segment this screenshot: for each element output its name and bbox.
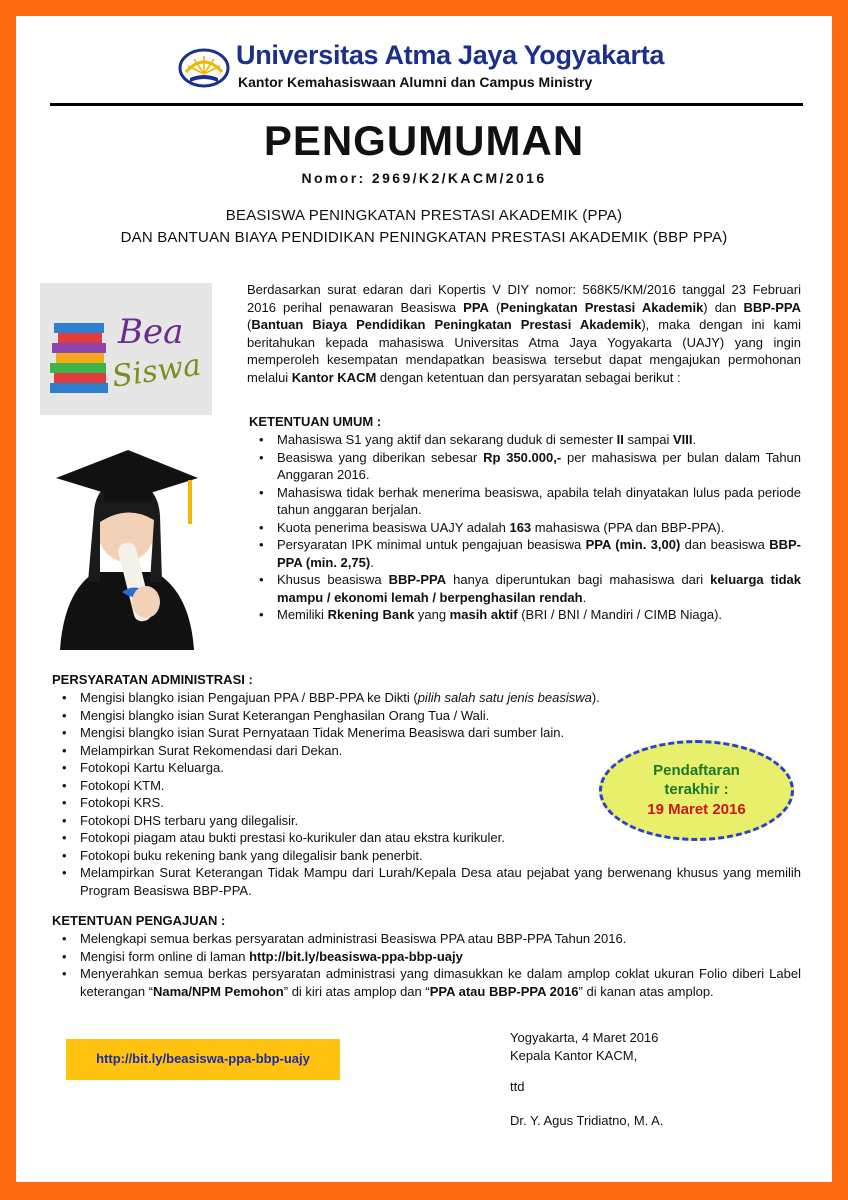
text-run: Kantor KACM [291,369,377,385]
text-run: Mahasiswa S1 yang aktif dan sekarang duduk di semester [277,432,617,447]
text-run: ” di kanan atas amplop. [578,983,714,999]
list-item [249,519,801,537]
text-run: II [616,432,624,447]
orange-frame-top [0,0,848,16]
bullet-icon: • [62,707,67,723]
text-run: Menyerahkan semua berkas persyaratan administrasi yang dimasukkan ke dalam amplop coklat ukuran Folio diberi Label keterangan “ [80,966,801,999]
list-item [249,484,801,519]
text-run: PPA (min. 3,00) [585,537,681,552]
ketentuan-umum-title: KETENTUAN UMUM : [249,414,382,429]
university-name: Universitas Atma Jaya Yogyakarta [236,40,665,70]
subtitle-line-1: BEASISWA PENINGKATAN PRESTASI AKADEMIK (PPA) [225,207,623,224]
text-run: Peningkatan Prestasi Akademik [500,299,704,315]
list-item [52,689,801,707]
text-run: Fotokopi KRS. [80,795,164,810]
list-item [52,965,801,1000]
list-item [249,536,801,571]
signature-position: Kepala Kantor KACM, [510,1048,638,1063]
list-item [52,948,801,966]
subtitle-line-2: DAN BANTUAN BIAYA PENDIDIKAN PENINGKATAN PRESTASI AKADEMIK (BBP PPA) [120,229,728,246]
text-run: 163 [509,519,532,535]
text-run: Kuota penerima beasiswa UAJY adalah [277,519,510,535]
list-item [249,606,801,624]
deadline-label-1: Pendaftaran [653,762,740,779]
registration-link[interactable]: http://bit.ly/beasiswa-ppa-bbp-uajy [96,1051,310,1066]
page-title: PENGUMUMAN [263,117,585,164]
text-run: Beasiswa yang diberikan sebesar [277,449,484,465]
text-run: ” di kiri atas amplop dan “ [283,983,430,999]
text-run: . [370,554,374,570]
bullet-icon: • [62,931,67,946]
text-run: Persyaratan IPK minimal untuk pengajuan beasiswa [277,537,586,552]
ketentuan-pengajuan-list [52,930,801,1000]
text-run: Nama/NPM Pemohon [153,983,284,999]
bullet-icon: • [62,865,67,880]
text-run: PPA [463,299,489,315]
text-run: Rkening Bank [327,607,415,622]
ketentuan-umum-list [249,431,801,624]
bullet-icon: • [62,812,67,828]
university-logo-icon [178,44,230,88]
bullet-icon: • [62,777,67,793]
bullet-icon: • [62,795,67,810]
text-run: BBP-PPA (min. 2,75) [277,537,801,570]
text-run: Melampirkan Surat Rekomendasi dari Dekan. [80,742,343,758]
graduate-student-image [50,432,200,650]
list-item [52,847,801,865]
text-run: VIII [673,432,693,447]
text-run: . [692,432,697,447]
text-run: Memiliki [277,607,328,622]
bullet-icon: • [62,948,67,964]
text-run: . [582,589,587,605]
text-run: ) dan [703,299,744,315]
text-run: Fotokopi piagam atau bukti prestasi ko-kurikuler dan atau ekstra kurikuler. [80,830,505,845]
bullet-icon: • [259,449,264,465]
text-run: Bantuan Biaya Pendidikan Peningkatan Prestasi Akademik [251,317,642,332]
bullet-icon: • [259,572,264,587]
text-run: dan beasiswa [680,537,770,552]
text-run: yang [414,607,450,622]
text-run: Mengisi blangko isian Surat Keterangan Penghasilan Orang Tua / Wali. [80,707,490,723]
text-run: Mengisi blangko isian Surat Pernyataan Tidak Menerima Beasiswa dari sumber lain. [80,725,565,740]
text-run: mahasiswa (PPA dan BBP-PPA). [531,519,725,535]
list-item [249,449,801,484]
text-run: Fotokopi KTM. [80,777,165,793]
text-run: hanya diperuntukan bagi mahasiswa dari [446,572,711,587]
text-run: BBP-PPA [743,299,801,315]
text-run: Mahasiswa tidak berhak menerima beasiswa, apabila telah dinyatakan lulus pada periode tahun anggaran berjalan. [277,484,801,517]
persyaratan-administrasi-title: PERSYARATAN ADMINISTRASI : [52,672,253,687]
document-number: Nomor: 2969/K2/KACM/2016 [301,170,547,186]
text-run: Fotokopi buku rekening bank yang dilegalisir bank penerbit. [80,847,423,863]
text-run: dengan ketentuan dan persyaratan sebagai berikut : [376,369,681,385]
text-run: ), maka dengan ini kami beritahukan kepada mahasiswa Universitas Atma Jaya Yogyakarta (UAJY) yang ingin memperoleh kesempatan mendapatkan beasiswa tersebut dapat mengajukan permohonan melalui [247,317,802,385]
text-run: Melengkapi semua berkas persyaratan administrasi Beasiswa PPA atau BBP-PPA Tahun 2016. [80,931,627,946]
signature-name: Dr. Y. Agus Tridiatno, M. A. [510,1113,664,1128]
intro-paragraph [247,281,801,386]
text-run: per mahasiswa per bulan dalam Tahun Anggaran 2016. [277,449,802,482]
list-item [52,707,801,725]
bullet-icon: • [259,607,264,622]
bullet-icon: • [62,966,67,981]
bullet-icon: • [62,830,67,845]
bea-text: Bea [118,312,184,352]
ketentuan-pengajuan-title: KETENTUAN PENGAJUAN : [52,913,226,928]
text-run: Mengisi form online di laman [80,948,250,964]
text-run: BBP-PPA [388,572,447,587]
bullet-icon: • [62,690,67,705]
text-run: Rp 350.000,- [483,449,562,465]
bullet-icon: • [62,847,67,863]
text-run: sampai [623,432,674,447]
list-item [52,724,801,742]
text-run: pilih salah satu jenis beasiswa [417,690,592,705]
link-box[interactable] [66,1039,340,1080]
office-name: Kantor Kemahasiswaan Alumni dan Campus Ministry [238,74,593,90]
bullet-icon: • [259,432,264,447]
list-item [249,431,801,449]
bullet-icon: • [62,725,67,740]
deadline-label-2: terakhir : [664,781,729,798]
bullet-icon: • [259,519,264,535]
list-item [249,571,801,606]
list-item [52,864,801,899]
header-divider [50,103,803,106]
beasiswa-books-image [40,283,212,415]
siswa-text: Siswa [109,347,204,395]
text-run: ( [488,299,501,315]
text-run: PPA atau BBP-PPA 2016 [429,983,579,999]
signature-place-date: Yogyakarta, 4 Maret 2016 [510,1030,659,1045]
text-run: (BRI / BNI / Mandiri / CIMB Niaga). [517,607,723,622]
bullet-icon: • [62,760,67,775]
text-run: ( [247,317,252,332]
bullet-icon: • [259,537,264,552]
bullet-icon: • [62,742,67,758]
text-run: Mengisi blangko isian Pengajuan PPA / BBP-PPA ke Dikti ( [80,690,418,705]
list-item [52,930,801,948]
text-run: masih aktif [449,607,518,622]
deadline-date: 19 Maret 2016 [647,801,746,818]
text-run: Khusus beasiswa [277,572,389,587]
bullet-icon: • [259,484,264,500]
text-run: keluarga tidak mampu / ekonomi lemah / berpenghasilan rendah [277,572,801,605]
signature-ttd: ttd [510,1079,525,1094]
text-run: Fotokopi Kartu Keluarga. [80,760,224,775]
text-run: Fotokopi DHS terbaru yang dilegalisir. [80,812,299,828]
orange-frame-bottom [0,1182,848,1200]
text-run: ). [591,690,600,705]
text-run: Melampirkan Surat Keterangan Tidak Mampu dari Lurah/Kepala Desa atau pejabat yang berwenang khusus yang memilih Program Beasiswa BBP-PPA. [80,865,801,898]
text-run: http://bit.ly/beasiswa-ppa-bbp-uajy [249,948,463,964]
text-run: Berdasarkan surat edaran dari Kopertis V DIY nomor: 568K5/KM/2016 tanggal 23 Februari 2016 perihal penawaran Beasiswa [247,282,801,315]
deadline-badge [599,740,794,841]
